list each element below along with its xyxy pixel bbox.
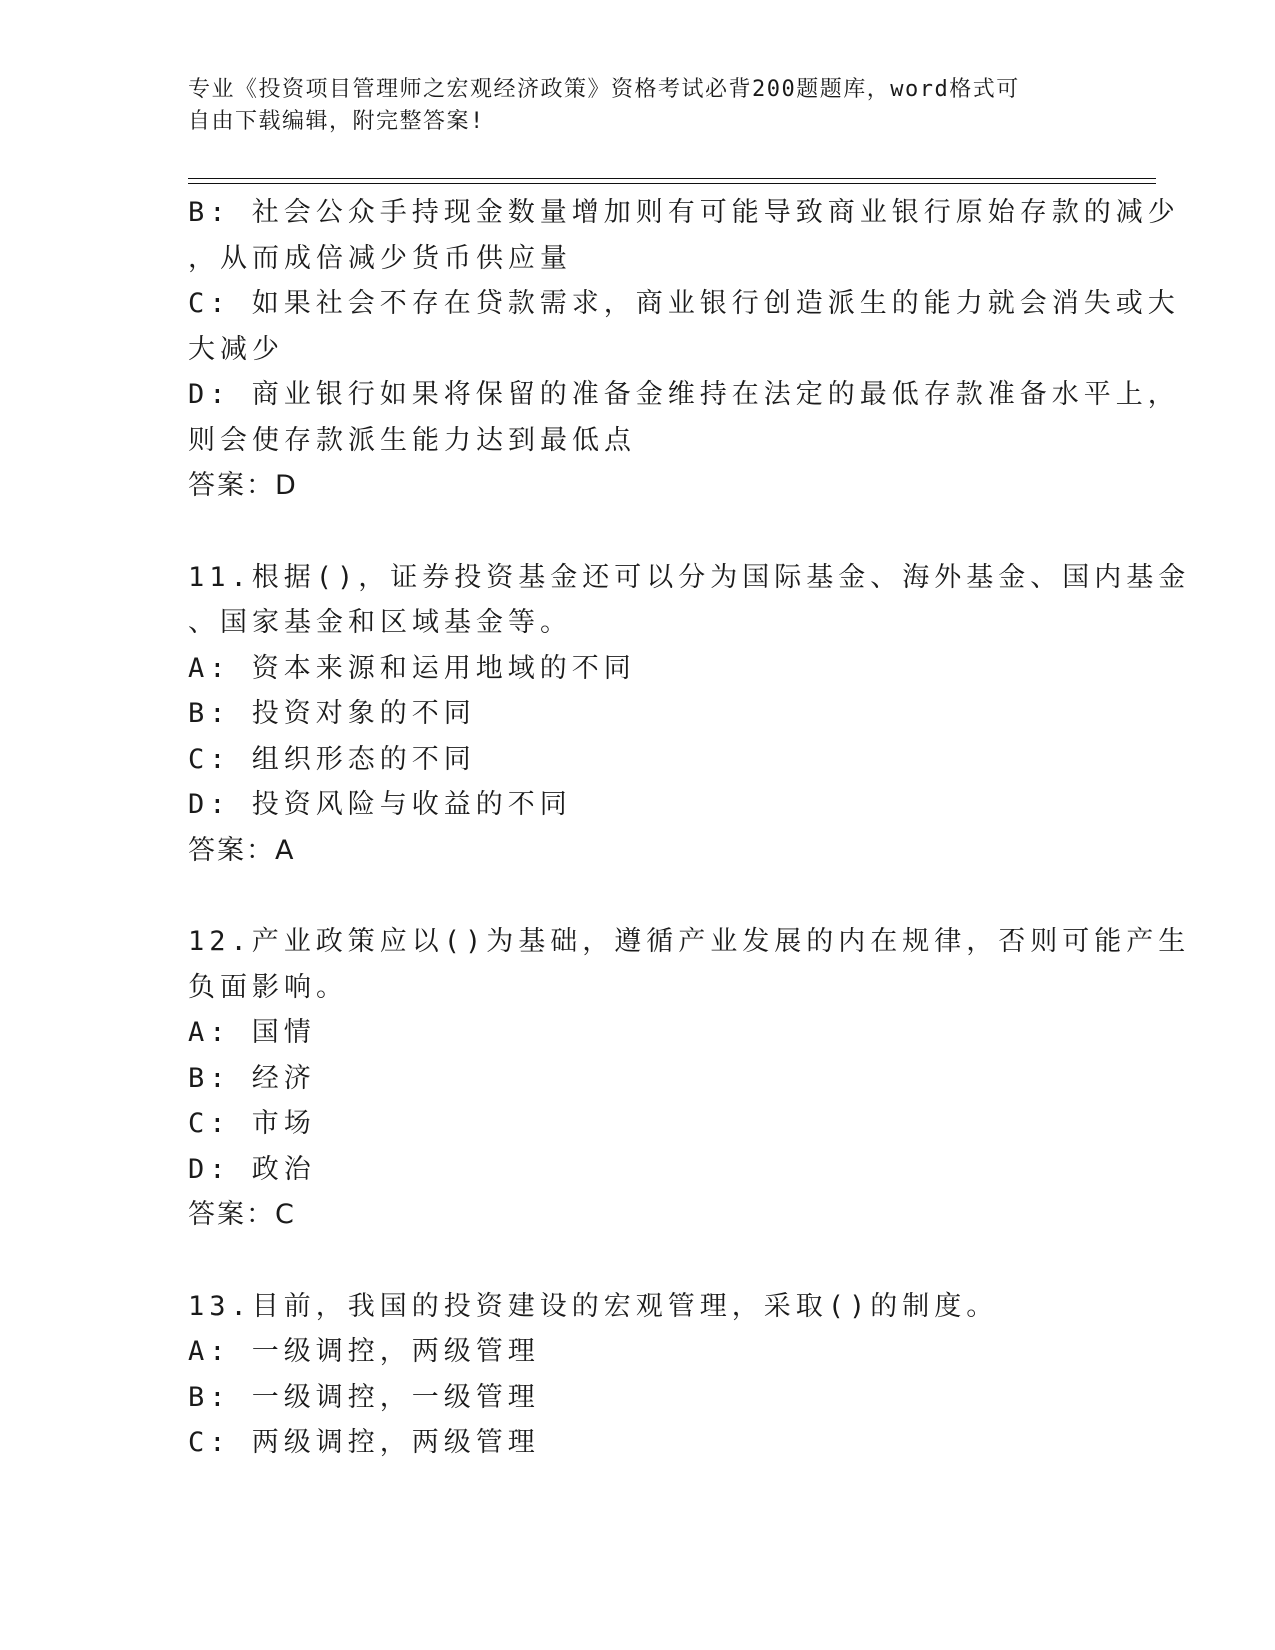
header-line-2: 自由下载编辑，附完整答案!	[188, 109, 485, 134]
option-d-line-2: 则会使存款派生能力达到最低点	[188, 424, 636, 456]
option-d: D: 投资风险与收益的不同	[188, 789, 572, 820]
question-stem-line-2: 负面影响。	[188, 971, 348, 1003]
option-b-line-2: ，从而成倍减少货币供应量	[188, 242, 572, 274]
question-stem-line-1: 12.产业政策应以()为基础，遵循产业发展的内在规律，否则可能产生	[188, 926, 1191, 957]
header-divider-top	[188, 178, 1156, 179]
question-spacer	[188, 509, 1088, 555]
option-c-line-1: C: 如果社会不存在贷款需求，商业银行创造派生的能力就会消失或大	[188, 288, 1180, 319]
question-12	[188, 919, 1191, 1238]
header-line-1: 专业《投资项目管理师之宏观经济政策》资格考试必背200题题库，word格式可	[188, 77, 1020, 102]
question-13	[188, 1284, 1088, 1466]
option-a: A: 资本来源和运用地域的不同	[188, 652, 636, 684]
option-a: A: 一级调控，两级管理	[188, 1336, 540, 1367]
option-c: C: 两级调控，两级管理	[188, 1427, 540, 1458]
option-d-line-1: D: 商业银行如果将保留的准备金维持在法定的最低存款准备水平上，	[188, 379, 1180, 410]
answer-line: 答案：D	[188, 470, 298, 501]
option-c-line-2: 大减少	[188, 333, 284, 365]
answer-line: 答案：A	[188, 834, 296, 866]
option-a: A: 国情	[188, 1017, 316, 1048]
option-b: B: 经济	[188, 1062, 316, 1094]
option-b: B: 投资对象的不同	[188, 698, 476, 729]
question-spacer	[188, 873, 1088, 919]
option-c: C: 组织形态的不同	[188, 743, 476, 775]
question-spacer	[188, 1238, 1088, 1284]
option-c: C: 市场	[188, 1108, 316, 1139]
question-11	[188, 555, 1191, 874]
option-b-line-1: B: 社会公众手持现金数量增加则有可能导致商业银行原始存款的减少	[188, 197, 1180, 228]
question-stem-line-1: 11.根据()，证券投资基金还可以分为国际基金、海外基金、国内基金	[188, 561, 1191, 593]
option-b: B: 一级调控，一级管理	[188, 1381, 540, 1413]
answer-line: 答案：C	[188, 1199, 296, 1230]
header-divider-bottom	[188, 183, 1156, 184]
question-stem-line-1: 13.目前，我国的投资建设的宏观管理，采取()的制度。	[188, 1290, 999, 1322]
question-stem-line-2: 、国家基金和区域基金等。	[188, 607, 572, 638]
option-d: D: 政治	[188, 1153, 316, 1185]
document-header	[188, 74, 1068, 138]
question-10-remainder	[188, 190, 1180, 509]
question-list	[188, 190, 1191, 1466]
